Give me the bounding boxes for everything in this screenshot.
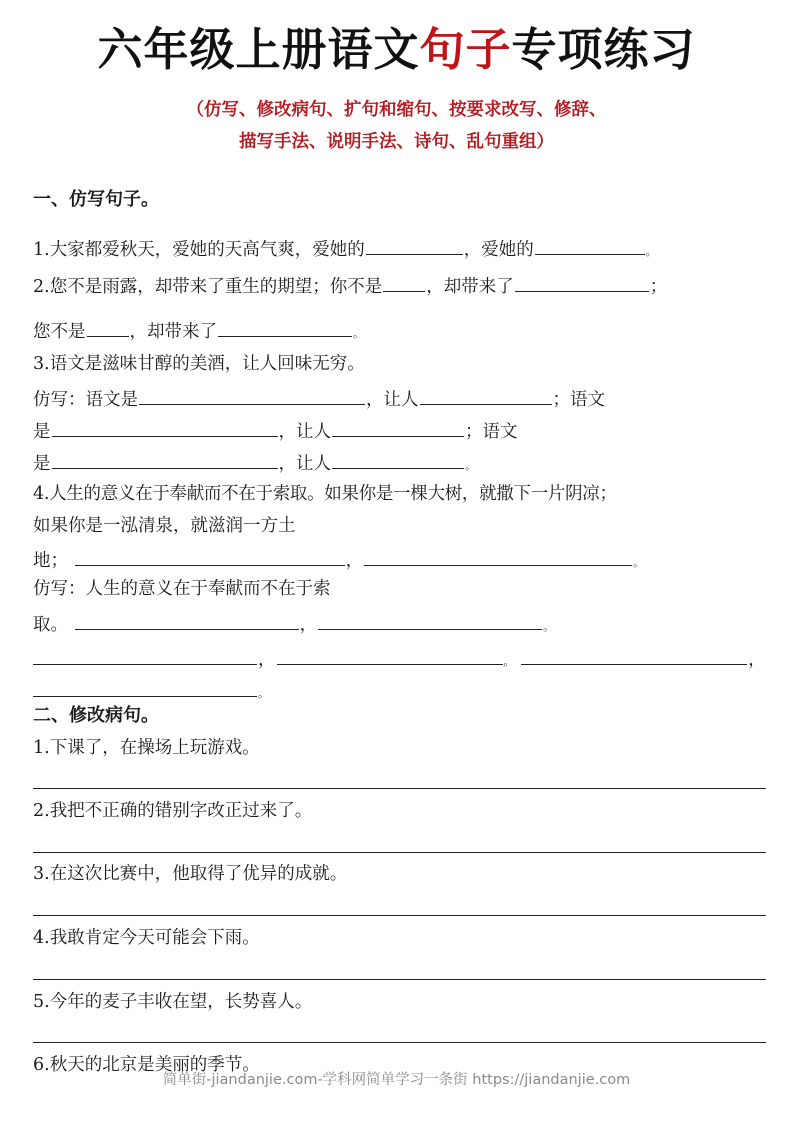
section-1-heading: 一、仿写句子。	[33, 189, 159, 210]
blank[interactable]	[366, 235, 463, 255]
blank[interactable]	[515, 272, 649, 292]
blank[interactable]	[33, 677, 257, 697]
correction-item-2: 2.我把不正确的错别字改正过来了。	[33, 801, 313, 821]
page-title	[0, 22, 793, 78]
question-1-4-answer-line2	[33, 677, 269, 706]
question-1-4-line2: 如果你是一泓清泉，就滋润一方土	[33, 516, 296, 536]
correction-item-1: 1.下课了，在操场上玩游戏。	[33, 738, 260, 758]
question-1-4-prompt-line2	[33, 610, 554, 639]
blank[interactable]	[139, 385, 365, 405]
q2-l2-start: 您不是	[33, 322, 86, 342]
blank[interactable]	[535, 235, 645, 255]
q4-comma: ，	[345, 551, 364, 571]
blank[interactable]	[33, 645, 257, 665]
question-1-1	[33, 235, 657, 264]
answer-line-3[interactable]	[33, 915, 766, 916]
watermark: 简单街-jiandanjie.com-学科网简单学习一条街 https://jiandanjie.com	[162, 1072, 631, 1088]
title-prefix: 六年级上册语文	[97, 23, 420, 76]
answer-line-4[interactable]	[33, 979, 766, 980]
q4-comma: ，	[748, 650, 766, 670]
q4-end: 。	[543, 620, 555, 633]
question-1-3: 3.语文是滋味甘醇的美酒，让人回味无穷。	[33, 354, 365, 374]
q2-end: ；	[649, 277, 668, 297]
question-1-4-prompt: 仿写：人生的意义在于奉献而不在于索	[33, 579, 331, 599]
q4-end: 。	[503, 655, 515, 668]
q4-prompt2: 取。	[33, 615, 68, 635]
blank[interactable]	[75, 546, 345, 566]
answer-line-1[interactable]	[33, 788, 766, 789]
q1-mid: ，爱她的	[463, 240, 534, 260]
q1-text: 1.大家都爱秋天，爱她的天高气爽，爱她的	[33, 240, 365, 260]
blank[interactable]	[364, 546, 632, 566]
q3-let: ，让人	[278, 422, 331, 442]
q4-comma: ，	[258, 650, 276, 670]
question-1-4-answer-line	[33, 645, 766, 674]
correction-item-6: 6.秋天的北京是美丽的季节。	[33, 1055, 260, 1075]
answer-line-5[interactable]	[33, 1042, 766, 1043]
blank[interactable]	[521, 645, 747, 665]
blank[interactable]	[420, 385, 552, 405]
q2-mid: ，却带来了	[426, 277, 514, 297]
question-1-2	[33, 272, 667, 299]
q3-let: ，让人	[366, 390, 419, 410]
blank[interactable]	[75, 610, 299, 630]
title-suffix: 专项练习	[511, 23, 696, 76]
blank[interactable]	[383, 272, 425, 292]
question-1-3-line2	[33, 417, 518, 444]
subtitle-line-2: 描写手法、说明手法、诗句、乱句重组）	[239, 132, 554, 152]
blank[interactable]	[332, 449, 464, 469]
question-1-3-line3	[33, 449, 476, 478]
correction-item-5: 5.今年的麦子丰收在望，长势喜人。	[33, 992, 313, 1012]
q1-end: 。	[645, 245, 657, 258]
blank[interactable]	[87, 317, 129, 337]
blank[interactable]	[318, 610, 542, 630]
q3-end: 。	[465, 459, 476, 472]
section-2-heading: 二、修改病句。	[33, 705, 159, 726]
correction-item-3: 3.在这次比赛中，他取得了优异的成就。	[33, 864, 348, 884]
q3-sep: ；语文	[552, 390, 605, 410]
q2-text: 2.您不是雨露，却带来了重生的期望；你不是	[33, 277, 383, 297]
question-1-3-prompt	[33, 385, 605, 412]
q3-sep: ；语文	[465, 422, 518, 442]
q3-let: ，让人	[278, 454, 331, 474]
question-1-4-line3	[33, 546, 644, 575]
blank[interactable]	[52, 449, 278, 469]
blank[interactable]	[332, 417, 464, 437]
q4-comma: ，	[299, 615, 318, 635]
q3-shi: 是	[33, 422, 51, 442]
answer-line-2[interactable]	[33, 852, 766, 853]
q2-l2-end: 。	[353, 327, 364, 340]
blank[interactable]	[218, 317, 352, 337]
q3-shi: 是	[33, 454, 51, 474]
blank[interactable]	[52, 417, 278, 437]
q3-prompt: 仿写：语文是	[33, 390, 138, 410]
blank[interactable]	[277, 645, 503, 665]
question-1-4: 4.人生的意义在于奉献而不在于索取。如果你是一棵大树，就撒下一片阴凉；	[33, 484, 617, 504]
q4-end: 。	[258, 687, 269, 700]
correction-item-4: 4.我敢肯定今天可能会下雨。	[33, 928, 260, 948]
q4-end: 。	[633, 556, 645, 569]
q4-l3-start: 地；	[33, 551, 68, 571]
title-highlight: 句子	[419, 23, 512, 76]
subtitle-line-1: （仿写、修改病句、扩句和缩句、按要求改写、修辞、	[186, 100, 607, 120]
q2-l2-mid: ，却带来了	[129, 322, 217, 342]
question-1-2-line2	[33, 317, 364, 346]
